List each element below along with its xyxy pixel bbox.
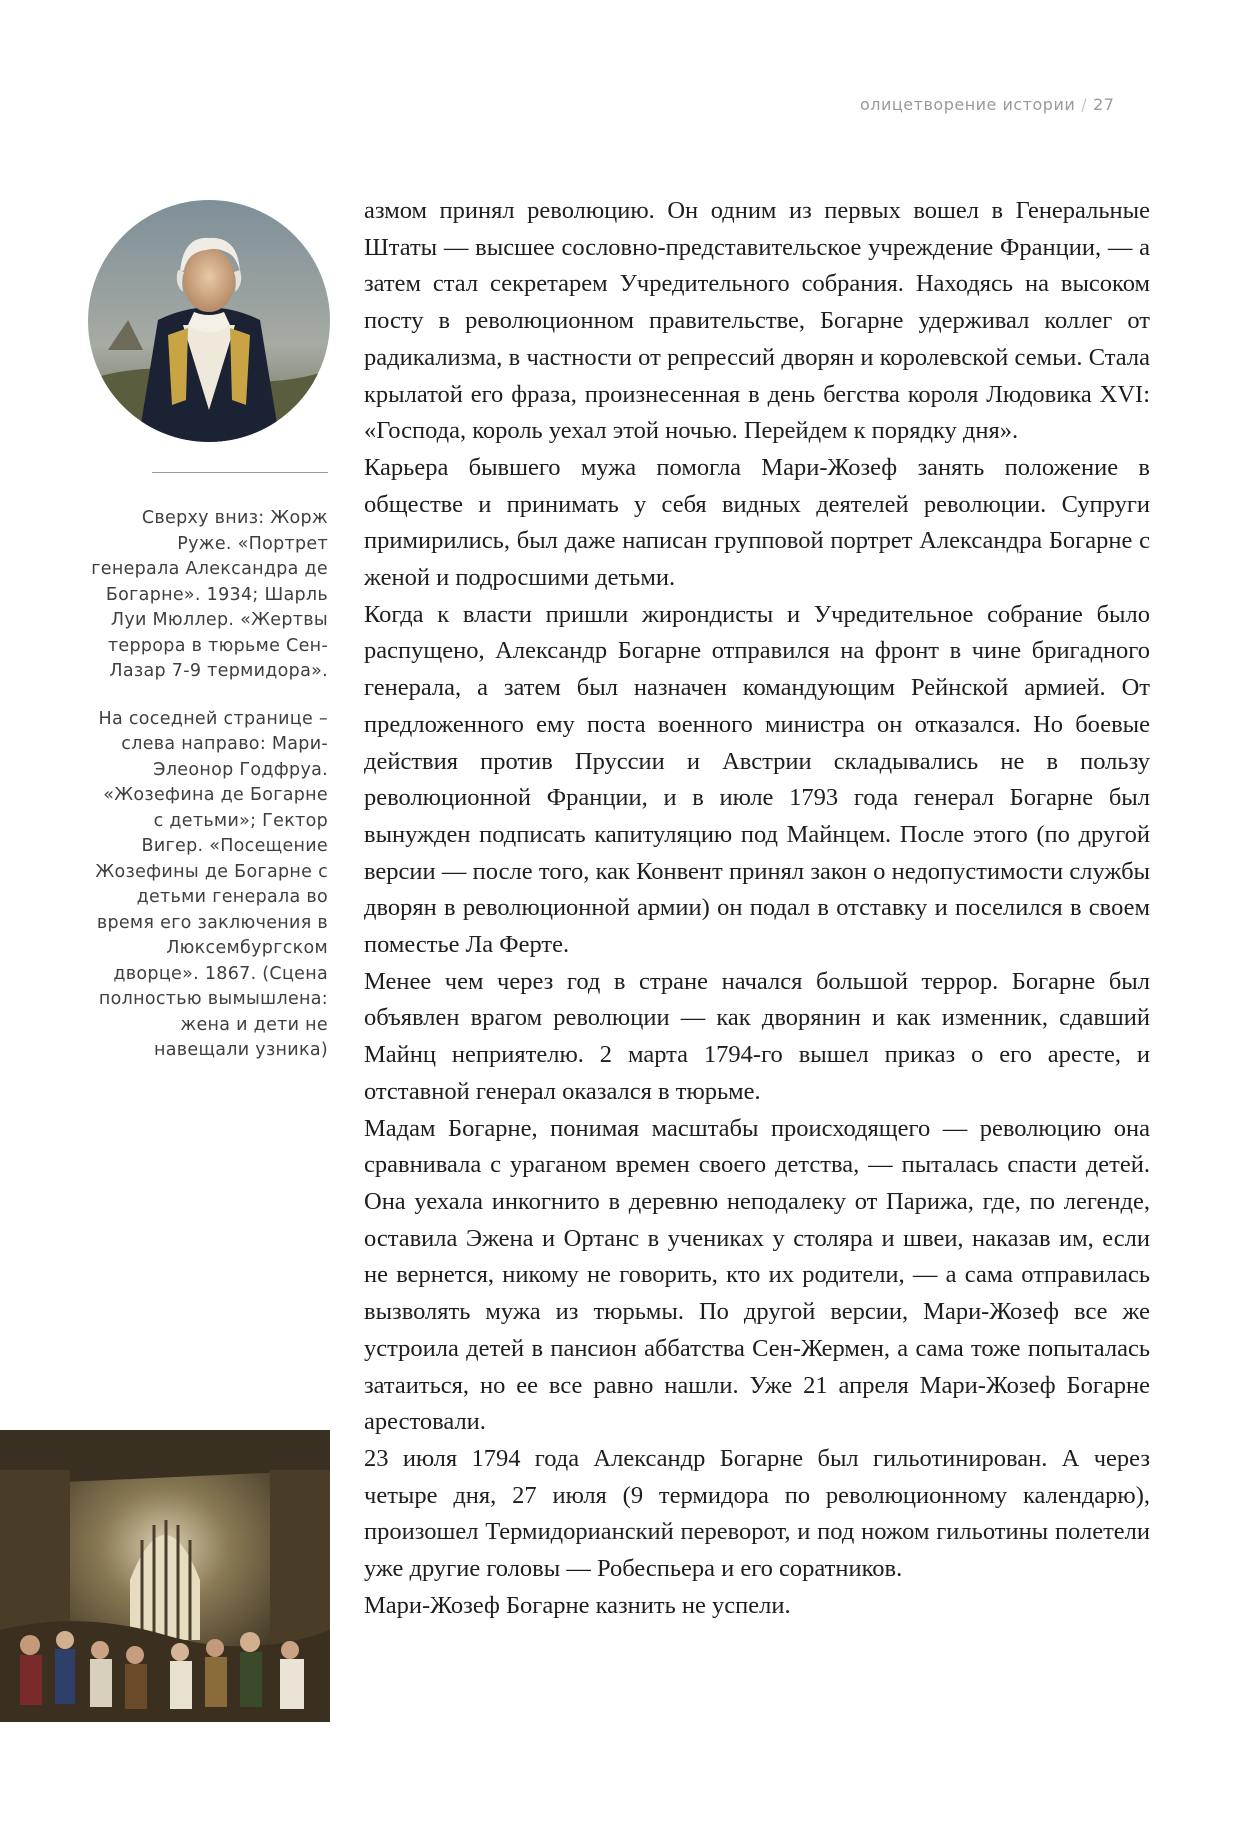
paragraph-2: Карьера бывшего мужа помогла Мари-Жозеф занять положение в обществе и принимать у себя видных деятелей революции. Супруги примирились, был даже написан групповой портрет Александра Богарне с женой и подросшими детьми. — [364, 453, 1150, 592]
prison-scene-painting-icon — [0, 1430, 330, 1722]
header-separator: / — [1081, 95, 1088, 114]
caption-1: Сверху вниз: Жорж Руже. «Портрет генерала Александра де Богарне». 1934; Шарль Луи Мюллер. «Жертвы террора в тюрьме Сен-Лазар 7-9 термидора». — [91, 508, 328, 681]
paragraph-4: Менее чем через год в стране начался большой террор. Богарне был объявлен врагом революции — как дворянин и как изменник, сдавший Майнц неприятелю. 2 марта 1794-го вышел приказ о его аресте, и отставной генерал оказался в тюрьме. — [364, 967, 1150, 1105]
prison-scene-painting — [0, 1430, 330, 1722]
section-title: олицетворение истории — [860, 95, 1076, 114]
paragraph-1: азмом принял революцию. Он одним из первых вошел в Генеральные Штаты — высшее сословно-представительское учреждение Франции, — а затем стал секретарем Учредительного собрания. Находясь на высоком посту в революционном правительстве, Богарне удерживал коллег от радикализма, в частности от репрессий дворян и королевской семьи. Стала крылатой его фраза, произнесенная в день бегства короля Людовика XVI: «Господа, король уехал этой ночью. Перейдем к порядку дня». — [364, 197, 1150, 445]
paragraph-6: 23 июля 1794 года Александр Богарне был гильотинирован. А через четыре дня, 27 июля (9 термидора по революционному календарю), произошел Термидорианский переворот, и под ножом гильотины полетели уже другие головы — Робеспьера и его соратников. — [364, 1444, 1150, 1583]
paragraph-3: Когда к власти пришли жирондисты и Учредительное собрание было распущено, Александр Богарне отправился на фронт в чине бригадного генерала, а затем был назначен командующим Рейнской армией. От предложенного ему поста военного министра он отказался. Но боевые действия против Пруссии и Австрии складывались не в пользу революционной Франции, и в июле 1793 года генерал Богарне был вынужден подписать капитуляцию под Майнцем. После этого (по другой версии — после того, как Конвент принял закон о недопустимости службы дворян в революционной армии) он подал в отставку и поселился в своем поместье Ла Ферте. — [364, 600, 1150, 959]
running-header — [860, 95, 1160, 114]
general-portrait — [88, 200, 330, 442]
main-article — [364, 193, 1150, 1624]
image-captions — [90, 506, 328, 1086]
page-number: 27 — [1093, 95, 1115, 114]
caption-2: На соседней странице – слева направо: Мари-Элеонор Годфруа. «Жозефина де Богарне с детьми»; Гектор Вигер. «Посещение Жозефины де Богарне с детьми генерала во время его заключения в Люксембургском дворце». 1867. (Сцена полностью вымышлена: жена и дети не навещали узника) — [95, 708, 328, 1060]
paragraph-7: Мари-Жозеф Богарне казнить не успели. — [364, 1591, 791, 1619]
paragraph-5: Мадам Богарне, понимая масштабы происходящего — революцию она сравнивала с ураганом времен своего детства, — пыталась спасти детей. Она уехала инкогнито в деревню неподалеку от Парижа, где, по легенде, оставила Эжена и Ортанс в учениках у столяра и швеи, наказав им, если не вернется, никому не говорить, кто их родители, — а сама отправилась вызволять мужа из тюрьмы. По другой версии, Мари-Жозеф все же устроила детей в пансион аббатства Сен-Жермен, а сама тоже попыталась затаиться, но ее все равно нашли. Уже 21 апреля Мари-Жозеф Богарне арестовали. — [364, 1114, 1150, 1436]
caption-divider — [152, 472, 328, 473]
general-portrait-icon — [88, 200, 330, 442]
